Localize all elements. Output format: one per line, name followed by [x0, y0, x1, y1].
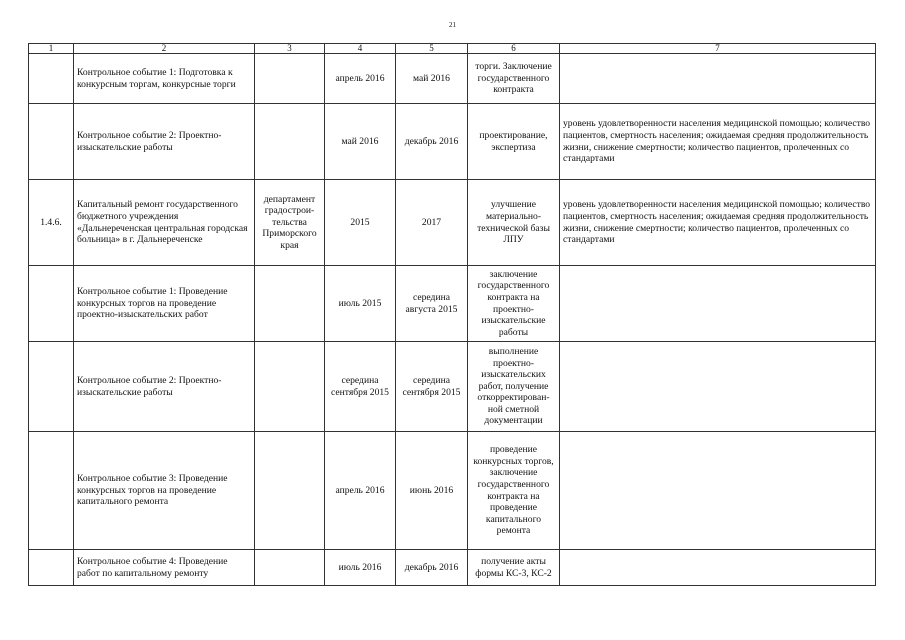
row-number — [29, 550, 74, 586]
indicators — [560, 266, 876, 342]
header-cell: 1 — [29, 44, 74, 54]
table-row — [29, 54, 876, 104]
header-cell: 5 — [396, 44, 468, 54]
start-date: июль 2016 — [325, 550, 396, 586]
expected-result: улучшение материально-технической базы ЛПУ — [468, 180, 560, 266]
indicators — [560, 54, 876, 104]
executor — [255, 266, 325, 342]
start-date: июль 2015 — [325, 266, 396, 342]
header-cell: 2 — [74, 44, 255, 54]
header-cell: 7 — [560, 44, 876, 54]
end-date: декабрь 2016 — [396, 104, 468, 180]
header-row — [29, 44, 876, 54]
expected-result: выполнение проектно-изыскательских работ, получение откорректирован-ной сметной документации — [468, 342, 560, 432]
row-number — [29, 342, 74, 432]
row-number — [29, 54, 74, 104]
table-row — [29, 104, 876, 180]
start-date: середина сентября 2015 — [325, 342, 396, 432]
start-date: май 2016 — [325, 104, 396, 180]
end-date: май 2016 — [396, 54, 468, 104]
indicators — [560, 432, 876, 550]
executor — [255, 550, 325, 586]
header-cell: 4 — [325, 44, 396, 54]
table-row — [29, 180, 876, 266]
activity-name: Капитальный ремонт государственного бюджетного учреждения «Дальнереченская центральная городская больница» в г. Дальнереченске — [74, 180, 255, 266]
table-row — [29, 342, 876, 432]
indicators — [560, 342, 876, 432]
executor — [255, 432, 325, 550]
expected-result: получение акты формы КС-3, КС-2 — [468, 550, 560, 586]
end-date: декабрь 2016 — [396, 550, 468, 586]
end-date: середина сентября 2015 — [396, 342, 468, 432]
activity-name: Контрольное событие 3: Проведение конкурсных торгов на проведение капитального ремонта — [74, 432, 255, 550]
start-date: апрель 2016 — [325, 54, 396, 104]
executor — [255, 54, 325, 104]
indicators: уровень удовлетворенности населения медицинской помощью; количество пациентов, смертность населения; ожидаемая средняя продолжительность жизни, снижение смертности; количество пациентов, пролеченных со стандартами — [560, 104, 876, 180]
table-row — [29, 266, 876, 342]
row-number — [29, 266, 74, 342]
expected-result: проектирование, экспертиза — [468, 104, 560, 180]
executor — [255, 342, 325, 432]
activity-name: Контрольное событие 1: Проведение конкурсных торгов на проведение проектно-изыскательских работ — [74, 266, 255, 342]
header-cell: 3 — [255, 44, 325, 54]
row-number — [29, 104, 74, 180]
end-date: 2017 — [396, 180, 468, 266]
start-date: 2015 — [325, 180, 396, 266]
expected-result: торги. Заключение государственного контракта — [468, 54, 560, 104]
end-date: середина августа 2015 — [396, 266, 468, 342]
expected-result: заключение государственного контракта на проектно-изыскательские работы — [468, 266, 560, 342]
row-number: 1.4.6. — [29, 180, 74, 266]
indicators: уровень удовлетворенности населения медицинской помощью; количество пациентов, смертность населения; ожидаемая средняя продолжительность жизни, снижение смертности; количество пациентов, пролеченных со стандартами — [560, 180, 876, 266]
table-row — [29, 432, 876, 550]
activity-name: Контрольное событие 2: Проектно-изыскательские работы — [74, 104, 255, 180]
page-number: 21 — [449, 21, 456, 29]
expected-result: проведение конкурсных торгов, заключение государственного контракта на проведение капитального ремонта — [468, 432, 560, 550]
executor — [255, 104, 325, 180]
program-table — [28, 43, 876, 586]
end-date: июнь 2016 — [396, 432, 468, 550]
table-row — [29, 550, 876, 586]
activity-name: Контрольное событие 2: Проектно-изыскательские работы — [74, 342, 255, 432]
activity-name: Контрольное событие 4: Проведение работ по капитальному ремонту — [74, 550, 255, 586]
header-cell: 6 — [468, 44, 560, 54]
activity-name: Контрольное событие 1: Подготовка к конкурсным торгам, конкурсные торги — [74, 54, 255, 104]
row-number — [29, 432, 74, 550]
indicators — [560, 550, 876, 586]
start-date: апрель 2016 — [325, 432, 396, 550]
executor: департамент градострои-тельства Приморского края — [255, 180, 325, 266]
